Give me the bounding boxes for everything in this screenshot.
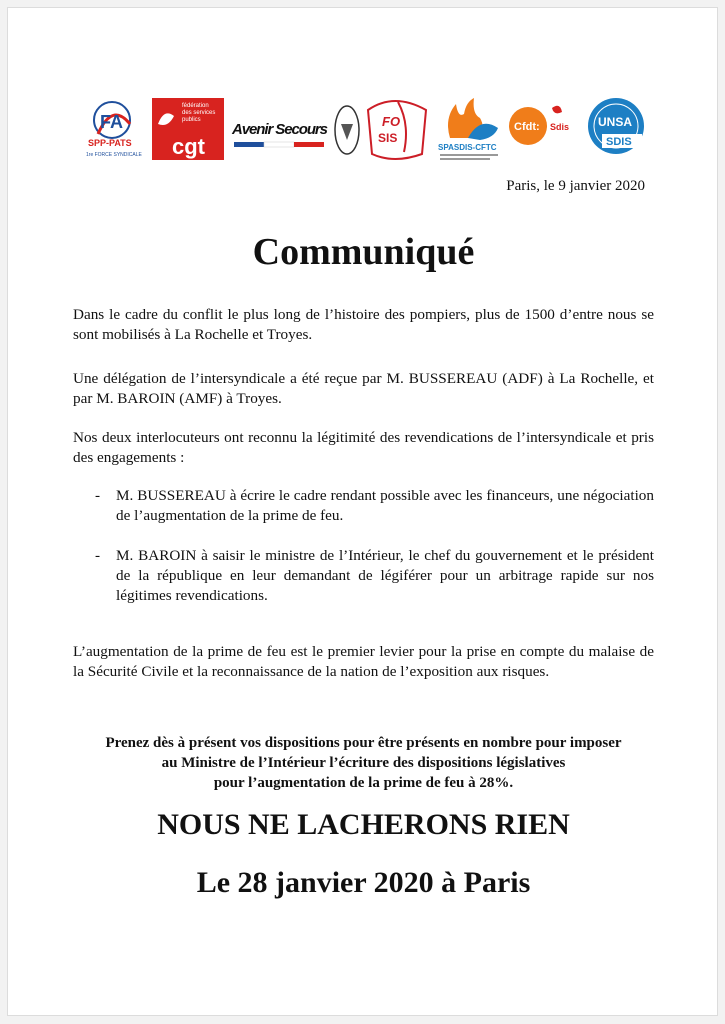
- cgt-logo: [152, 94, 224, 164]
- engagements-list: [73, 486, 654, 626]
- document-page: [7, 7, 718, 1016]
- paragraph-mobilisation: Dans le cadre du conflit le plus long de l’histoire des pompiers, plus de 1500 d’entre nous se sont mobilisés à La Rochelle et Troyes.: [73, 306, 654, 343]
- cgt-logo-line1: fédération: [182, 103, 209, 109]
- call-to-action-line: Prenez dès à présent vos dispositions pour être présents en nombre pour imposer: [105, 735, 622, 751]
- union-logos: [84, 94, 654, 164]
- fo-sis-logo: [364, 94, 430, 164]
- paragraph-engagements: Nos deux interlocuteurs ont reconnu la légitimité des revendications de l’intersyndicale et pris des engagements :: [73, 429, 654, 466]
- cfdt-sdis-logo: [508, 94, 572, 164]
- sis-logo-text: SIS: [378, 131, 398, 145]
- document-date: Paris, le 9 janvier 2020: [506, 178, 645, 194]
- fa-logo-subtext: SPP-PATS: [88, 138, 132, 148]
- bullet-dash: -: [95, 547, 101, 564]
- call-to-action-line: pour l’augmentation de la prime de feu à 28%.: [213, 775, 514, 791]
- list-item-text: M. BAROIN à saisir le ministre de l’Intérieur, le chef du gouvernement et le président de la république en leur demandant de légiférer pour un arbitrage rapide sur nos légitimes revendications.: [116, 547, 654, 604]
- cgt-logo-main: cgt: [172, 134, 205, 159]
- fa-logo-tagline: 1re FORCE SYNDICALE: [86, 152, 142, 158]
- call-to-action: [8, 733, 719, 793]
- fa-spp-pats-logo: [84, 94, 146, 164]
- list-item-text: M. BUSSEREAU à écrire le cadre rendant possible avec les financeurs, une négociation de l’augmentation de la prime de feu.: [116, 487, 654, 524]
- cfdt-sdis-subtext: Sdis: [550, 122, 570, 132]
- list-item: [73, 546, 654, 606]
- spasdis-cftc-logo: [436, 94, 502, 164]
- avenir-secours-logo: [230, 94, 330, 164]
- avenir-secours-logo-text: Avenir Secours: [232, 121, 328, 138]
- cgt-logo-line3: publics: [182, 117, 201, 123]
- round-emblem-logo: [334, 94, 360, 164]
- cfdt-logo-text: Cfdt:: [514, 121, 540, 133]
- paragraph-prime-de-feu: L’augmentation de la prime de feu est le premier levier pour la prise en compte du malaise de la Sécurité Civile et la reconnaissance de la nation de l’exposition aux risques.: [73, 643, 654, 680]
- paragraph-delegation: Une délégation de l’intersyndicale a été reçue par M. BUSSEREAU (ADF) à La Rochelle, et par M. BAROIN (AMF) à Troyes.: [73, 370, 654, 407]
- event-date-location: Le 28 janvier 2020 à Paris: [196, 866, 531, 899]
- unsa-logo-text: UNSA: [598, 115, 633, 129]
- call-to-action-line: au Ministre de l’Intérieur l’écriture des dispositions législatives: [161, 755, 566, 771]
- unsa-sdis-subtext: SDIS: [606, 136, 632, 148]
- unsa-sdis-logo: [584, 94, 648, 164]
- fa-logo-text: FA: [100, 112, 124, 132]
- list-item: [73, 486, 654, 526]
- slogan: NOUS NE LACHERONS RIEN: [157, 808, 570, 841]
- document-title: Communiqué: [252, 231, 475, 273]
- bullet-dash: -: [95, 487, 101, 504]
- spasdis-logo-text: SPASDIS-CFTC: [438, 143, 497, 152]
- cgt-logo-line2: des services: [182, 110, 216, 116]
- fo-logo-text: FO: [382, 114, 401, 129]
